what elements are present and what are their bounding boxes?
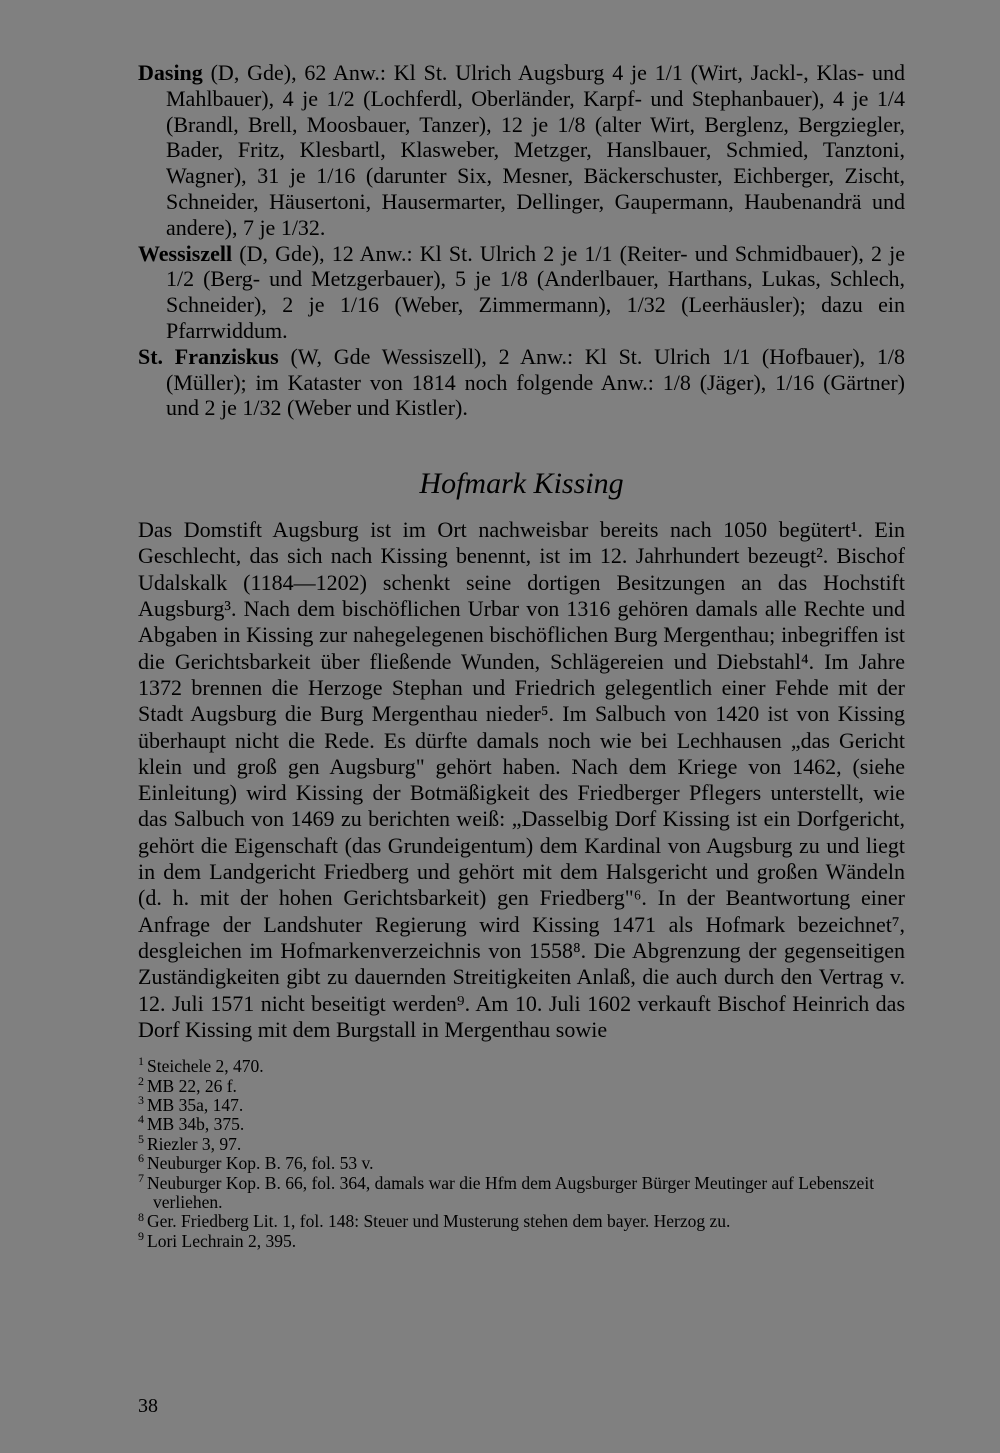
footnote-text: MB 35a, 147. — [147, 1094, 244, 1115]
footnote-number: 2 — [138, 1073, 144, 1088]
footnote-text: MB 22, 26 f. — [147, 1075, 237, 1096]
entry-dasing — [138, 60, 905, 241]
footnote-number: 5 — [138, 1131, 144, 1146]
footnotes — [138, 1054, 905, 1251]
footnote-text: Ger. Friedberg Lit. 1, fol. 148: Steuer und Musterung stehen dem bayer. Herzog zu. — [147, 1211, 731, 1232]
entry-name: Wessiszell — [138, 240, 233, 266]
footnote-text: Lori Lechrain 2, 395. — [147, 1230, 297, 1251]
footnote-number: 4 — [138, 1112, 144, 1127]
footnote-text: Riezler 3, 97. — [147, 1133, 242, 1154]
footnote — [138, 1228, 905, 1251]
footnote-text: Neuburger Kop. B. 66, fol. 364, damals war die Hfm dem Augsburger Bürger Meutinger auf Lebenszeit verliehen. — [147, 1172, 875, 1212]
body-paragraph: Das Domstift Augsburg ist im Ort nachweisbar bereits nach 1050 begütert¹. Ein Geschlecht, das sich nach Kissing benennt, ist im 12. Jahrhundert bezeugt². Bischof Udalskalk (1184—1202) schenkt seine dortigen Besitzungen an das Hochstift Augsburg³. Nach dem bischöflichen Urbar von 1316 gehören damals alle Rechte und Abgaben in Kissing zur nahegelegenen bischöflichen Burg Mergenthau; inbegriffen ist die Gerichtsbarkeit über fließende Wunden, Schlägereien und Diebstahl⁴. Im Jahre 1372 brennen die Herzoge Stephan und Friedrich gelegentlich einer Fehde mit der Stadt Augsburg die Burg Mergenthau nieder⁵. Im Salbuch von 1420 ist von Kissing überhaupt nicht die Rede. Es dürfte damals noch wie bei Lechhausen „das Gericht klein und groß gen Augsburg" gehört haben. Nach dem Kriege von 1462, (siehe Einleitung) wird Kissing der Botmäßigkeit des Friedberger Pflegers unterstellt, wie das Salbuch von 1469 zu berichten weiß: „Dasselbig Dorf Kissing ist ein Dorfgericht, gehört die Eigenschaft (das Grundeigentum) dem Kardinal von Augsburg zu und liegt in dem Landgericht Friedberg und gehört mit dem Halsgericht und großen Wändeln (d. h. mit der hohen Gerichtsbarkeit) gen Friedberg"⁶. In der Beantwortung einer Anfrage der Landshuter Regierung wird Kissing 1471 als Hofmark bezeichnet⁷, desgleichen im Hofmarkenverzeichnis von 1558⁸. Die Abgrenzung der gegenseitigen Zuständigkeiten gibt zu dauernden Streitigkeiten Anlaß, die auch durch den Vertrag v. 12. Juli 1571 nicht beseitigt werden⁹. Am 10. Juli 1602 verkauft Bischof Heinrich das Dorf Kissing mit dem Burgstall in Mergenthau sowie — [138, 517, 905, 1042]
footnote-text: Neuburger Kop. B. 76, fol. 53 v. — [147, 1153, 374, 1174]
footnote — [138, 1151, 905, 1174]
footnote-number: 8 — [138, 1209, 144, 1224]
footnote — [138, 1131, 905, 1154]
footnote — [138, 1073, 905, 1096]
footnote — [138, 1170, 905, 1213]
footnote — [138, 1209, 905, 1232]
entry-name: Dasing — [138, 60, 203, 85]
footnote-text: Steichele 2, 470. — [147, 1056, 264, 1077]
footnote-number: 3 — [138, 1093, 144, 1108]
footnote-number: 9 — [138, 1228, 144, 1243]
footnote — [138, 1093, 905, 1115]
footnote-number: 7 — [138, 1170, 144, 1185]
entry-name: St. Franziskus — [138, 343, 279, 369]
entry-st-franziskus — [138, 344, 905, 421]
entry-text: (W, Gde Wessiszell), 2 Anw.: Kl St. Ulrich 1/1 (Hofbauer), 1/8 (Müller); im Kataster von 1814 noch folgende Anw.: 1/8 (Jäger), 1/16 (Gärtner) und 2 je 1/32 (Weber und Kistler). — [166, 343, 905, 421]
place-entries — [138, 60, 905, 421]
footnote-number: 1 — [138, 1054, 144, 1069]
section-heading: Hofmark Kissing — [419, 467, 624, 501]
footnote — [138, 1054, 905, 1077]
entry-text: (D, Gde), 62 Anw.: Kl St. Ulrich Augsburg 4 je 1/1 (Wirt, Jackl-, Klas- und Mahlbauer), 4 je 1/2 (Lochferdl, Oberländer, Karpf- und Stephanbauer), 4 je 1/4 (Brandl, Brell, Moosbauer, Tanzer), 12 je 1/8 (alter Wirt, Berglenz, Bergziegler, Bader, Fritz, Klesbartl, Klasweber, Metzger, Hanslbauer, Schmied, Tanztoni, Wagner), 31 je 1/16 (darunter Six, Mesner, Bäckerschuster, Eichberger, Zischt, Schneider, Häusertoni, Hausermarter, Dellinger, Gaupermann, Haubenandrä und andere), 7 je 1/32. — [166, 60, 905, 240]
entry-wessiszell — [138, 241, 905, 344]
entry-text: (D, Gde), 12 Anw.: Kl St. Ulrich 2 je 1/1 (Reiter- und Schmidbauer), 2 je 1/2 (Berg- und Metzgerbauer), 5 je 1/8 (Anderlbauer, Harthans, Lukas, Schlech, Schneider), 2 je 1/16 (Weber, Zimmermann), 1/32 (Leerhäusler); dazu ein Pfarrwiddum. — [166, 240, 905, 343]
page-number: 38 — [138, 1395, 158, 1417]
footnote-number: 6 — [138, 1151, 144, 1166]
footnote-text: MB 34b, 375. — [147, 1114, 245, 1135]
footnote — [138, 1112, 905, 1135]
